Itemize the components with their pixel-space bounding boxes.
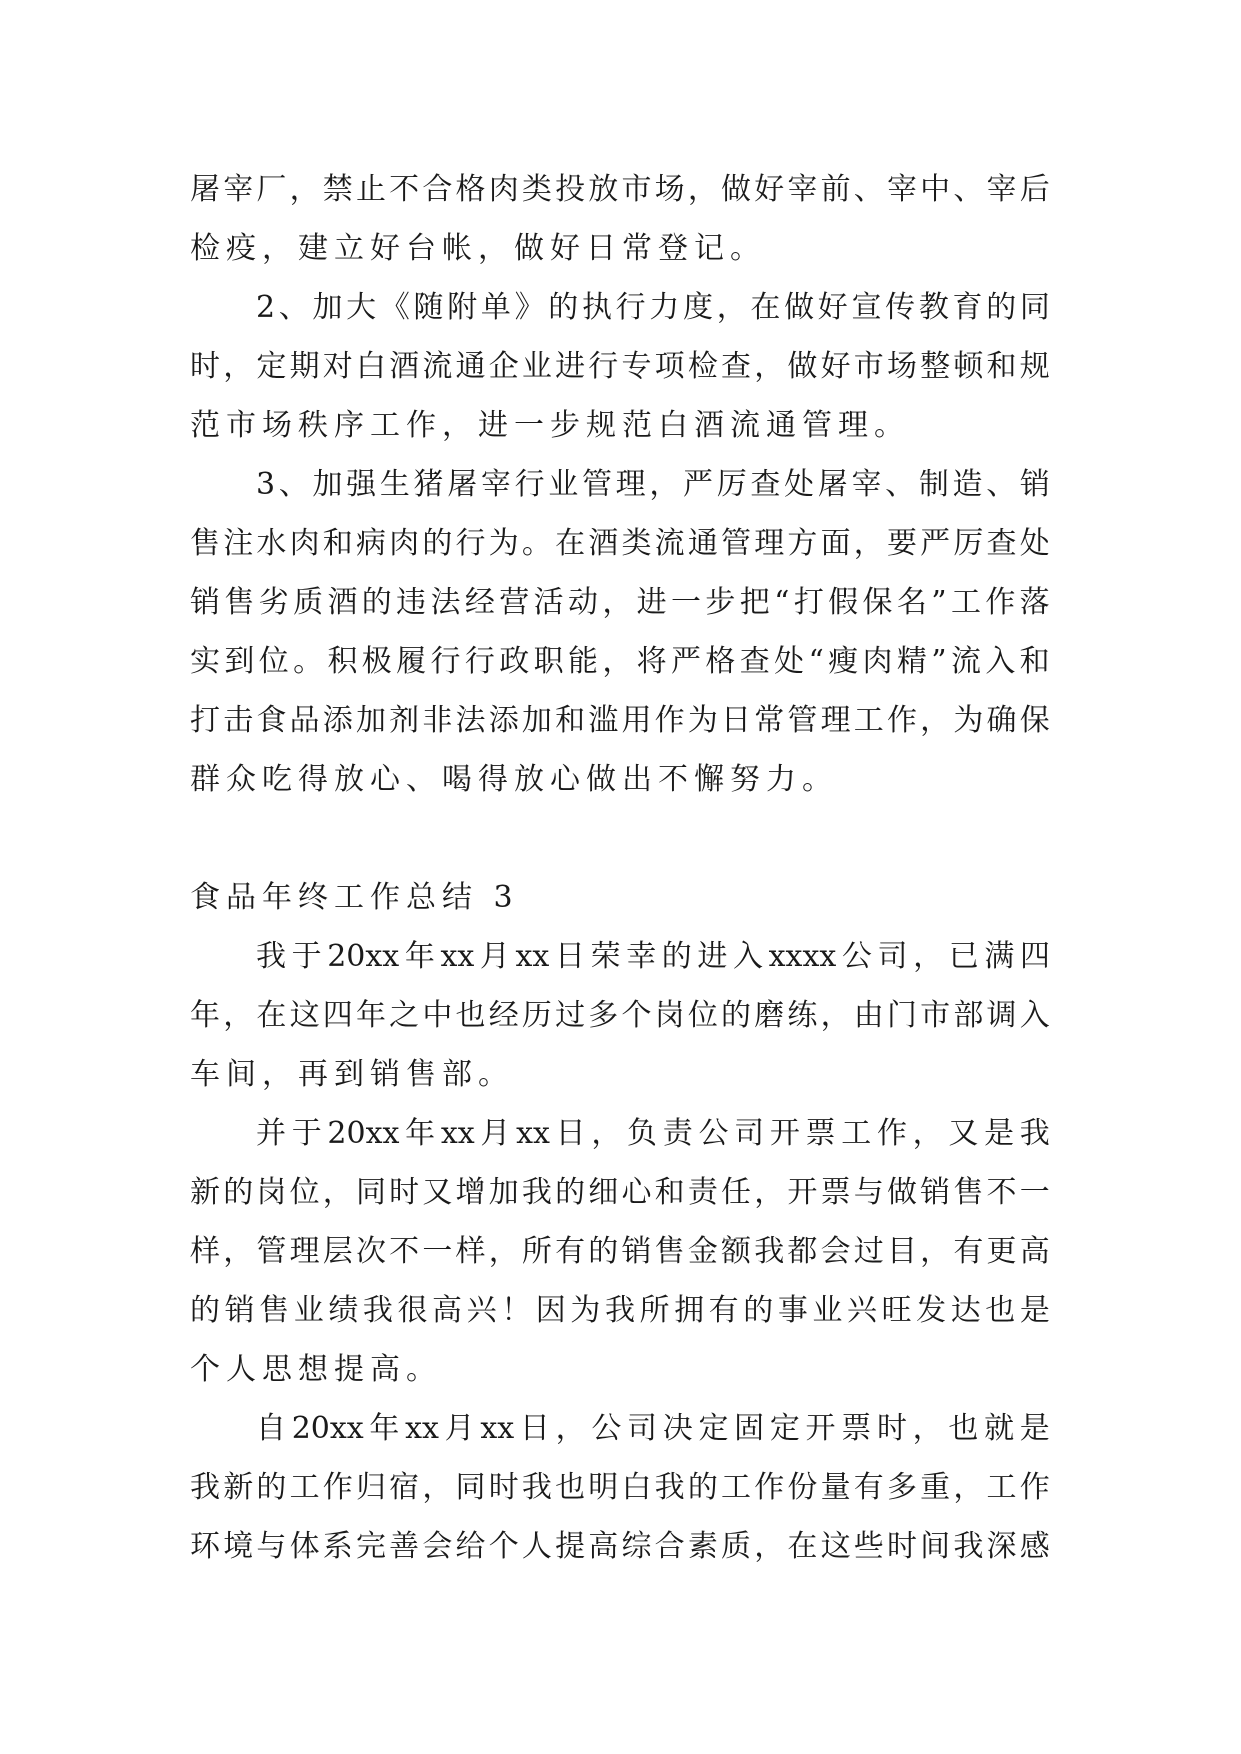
text-line: 群众吃得放心、喝得放心做出不懈努力。 bbox=[190, 762, 838, 797]
text-line: 检疫，建立好台帐，做好日常登记。 bbox=[190, 231, 766, 266]
text-line: 我 于 20xx 年 xx 月 xx 日 荣 幸 的 进 入 xxxx 公 司 ， 已 满 四 bbox=[256, 939, 1050, 974]
text-line: 自 20xx 年 xx 月 xx 日 ， 公 司 决 定 固 定 开 票 时 ， 也 就 是 bbox=[256, 1411, 1050, 1446]
text-line: 我 新 的 工 作 归 宿 ， 同 时 我 也 明 白 我 的 工 作 份 量 有 多 重 ， 工 作 bbox=[190, 1470, 1050, 1505]
text-line: 个人思想提高。 bbox=[190, 1352, 442, 1387]
text-line: 2 、 加 大 《 随 附 单 》 的 执 行 力 度 ， 在 做 好 宣 传 教 育 的 同 bbox=[256, 290, 1050, 325]
text-line: 售 注 水 肉 和 病 肉 的 行 为 。 在 酒 类 流 通 管 理 方 面 ， 要 严 厉 查 处 bbox=[190, 526, 1050, 561]
text-line: 车间，再到销售部。 bbox=[190, 1057, 514, 1092]
section-heading: 食品年终工作总结 3 bbox=[190, 880, 519, 915]
text-line: 时 ， 定 期 对 白 酒 流 通 企 业 进 行 专 项 检 查 ， 做 好 市 场 整 顿 和 规 bbox=[190, 349, 1050, 384]
text-line: 范市场秩序工作，进一步规范白酒流通管理。 bbox=[190, 408, 910, 443]
text-line: 样 ， 管 理 层 次 不 一 样 ， 所 有 的 销 售 金 额 我 都 会 过 目 ， 有 更 高 bbox=[190, 1234, 1050, 1269]
text-line: 环 境 与 体 系 完 善 会 给 个 人 提 高 综 合 素 质 ， 在 这 些 时 间 我 深 感 bbox=[190, 1529, 1050, 1564]
text-line: 屠 宰 厂 ， 禁 止 不 合 格 肉 类 投 放 市 场 ， 做 好 宰 前 、 宰 中 、 宰 后 bbox=[190, 172, 1050, 207]
text-line: 的 销 售 业 绩 我 很 高 兴 ！ 因 为 我 所 拥 有 的 事 业 兴 旺 发 达 也 是 bbox=[190, 1293, 1050, 1328]
text-line: 实 到 位 。 积 极 履 行 行 政 职 能 ， 将 严 格 查 处 “ 瘦 肉 精 ” 流 入 和 bbox=[190, 644, 1050, 679]
text-line: 并 于 20xx 年 xx 月 xx 日 ， 负 责 公 司 开 票 工 作 ， 又 是 我 bbox=[256, 1116, 1050, 1151]
text-line: 销 售 劣 质 酒 的 违 法 经 营 活 动 ， 进 一 步 把 “ 打 假 保 名 ” 工 作 落 bbox=[190, 585, 1050, 620]
text-line: 3 、 加 强 生 猪 屠 宰 行 业 管 理 ， 严 厉 查 处 屠 宰 、 制 造 、 销 bbox=[256, 467, 1050, 502]
text-line: 打 击 食 品 添 加 剂 非 法 添 加 和 滥 用 作 为 日 常 管 理 工 作 ， 为 确 保 bbox=[190, 703, 1050, 738]
document-body bbox=[190, 160, 1050, 1576]
text-line: 年 ， 在 这 四 年 之 中 也 经 历 过 多 个 岗 位 的 磨 练 ， 由 门 市 部 调 入 bbox=[190, 998, 1050, 1033]
text-line: 新 的 岗 位 ， 同 时 又 增 加 我 的 细 心 和 责 任 ， 开 票 与 做 销 售 不 一 bbox=[190, 1175, 1050, 1210]
blank-line bbox=[190, 809, 1050, 868]
